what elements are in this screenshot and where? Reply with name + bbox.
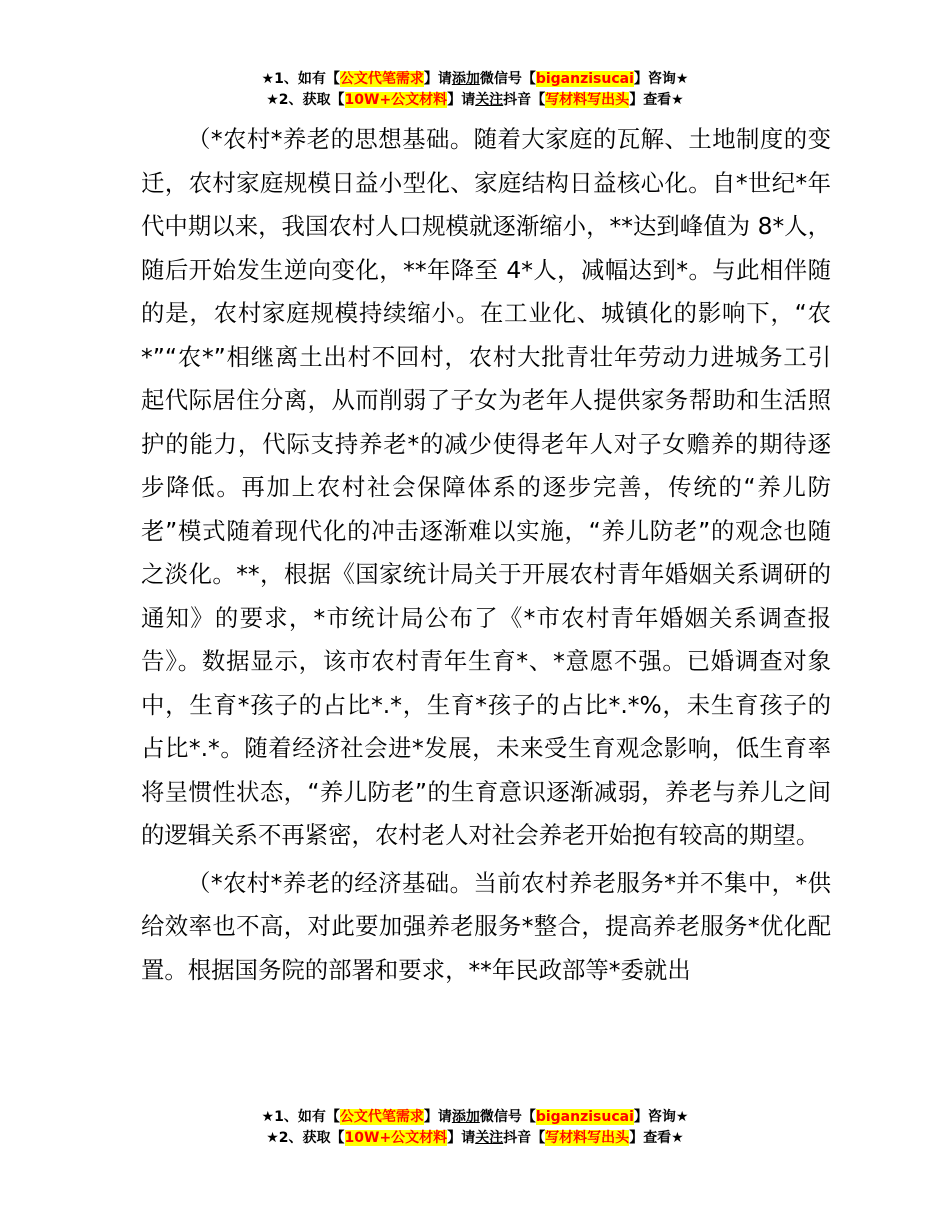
header-banner: [0, 69, 950, 111]
highlight-douyin-account: 写材料写出头: [545, 92, 630, 108]
highlight-service: 公文代笔需求: [339, 71, 424, 87]
footer-highlight-wechat-id: biganzisucai: [535, 1109, 634, 1125]
footer-line-1: ★1、如有【公文代笔需求】请添加微信号【biganzisucai】咨询★: [261, 1109, 689, 1125]
footer-banner: [0, 1107, 950, 1149]
highlight-materials: 10W+公文材料: [344, 92, 448, 108]
banner-line-1: ★1、如有【公文代笔需求】请添加微信号【biganzisucai】咨询★: [261, 71, 689, 87]
banner-line-2: ★2、获取【10W+公文材料】请关注抖音【写材料写出头】查看★: [266, 92, 684, 108]
footer-highlight-materials: 10W+公文材料: [344, 1130, 448, 1146]
footer-line-2: ★2、获取【10W+公文材料】请关注抖音【写材料写出头】查看★: [266, 1130, 684, 1146]
paragraph-economic-basis: （*农村*养老的经济基础。当前农村养老服务*并不集中，*供给效率也不高，对此要加强养老服务*整合，提高养老服务*优化配置。根据国务院的部署和要求，**年民政部等*委就出: [141, 868, 831, 984]
footer-highlight-douyin-account: 写材料写出头: [545, 1130, 630, 1146]
highlight-wechat-id: biganzisucai: [535, 71, 634, 87]
paragraph-ideological-basis: （*农村*养老的思想基础。随着大家庭的瓦解、土地制度的变迁，农村家庭规模日益小型化、家庭结构日益核心化。自*世纪*年代中期以来，我国农村人口规模就逐渐缩小，**达到峰值为 8*人，随后开始发生逆向变化，**年降至 4*人，减幅达到*。与此相伴随的是，农村家庭规模持续缩小。在工业化、城镇化的影响下，“农*”“农*”相继离土出村不回村，农村大批青壮年劳动力进城务工引起代际居住分离，从而削弱了子女为老年人提供家务帮助和生活照护的能力，代际支持养老*的减少使得老年人对子女赡养的期待逐步降低。再加上农村社会保障体系的逐步完善，传统的“养儿防老”模式随着现代化的冲击逐渐难以实施，“养儿防老”的观念也随之淡化。**，根据《国家统计局关于开展农村青年婚姻关系调研的通知》的要求，*市统计局公布了《*市农村青年婚姻关系调查报告》。数据显示，该市农村青年生育*、*意愿不强。已婚调查对象中，生育*孩子的占比*.*，生育*孩子的占比*.*%，未生育孩子的占比*.*。随着经济社会进*发展，未来受生育观念影响，低生育率将呈惯性状态，“养儿防老”的生育意识逐渐减弱，养老与养儿之间的逻辑关系不再紧密，农村老人对社会养老开始抱有较高的期望。: [141, 125, 831, 849]
document-body: [141, 118, 831, 992]
footer-highlight-service: 公文代笔需求: [339, 1109, 424, 1125]
